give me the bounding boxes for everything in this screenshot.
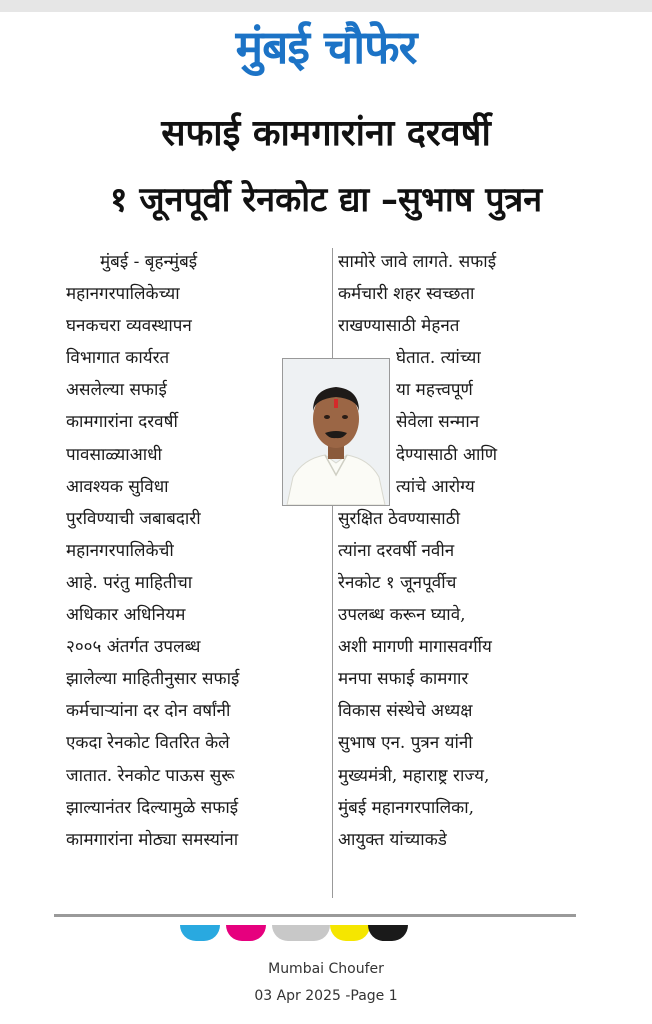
article-line: आवश्यक सुविधा xyxy=(66,476,169,497)
registration-marks xyxy=(180,925,404,941)
yellow-mark xyxy=(330,925,370,941)
article-line: विभागात कार्यरत xyxy=(66,348,170,369)
article-line: रेनकोट १ जूनपूर्वीच xyxy=(338,572,457,593)
footer-publication: Mumbai Choufer xyxy=(268,961,384,977)
headline-line-1: सफाई कामगारांना दरवर्षी xyxy=(161,113,491,154)
portrait-photo xyxy=(282,358,390,506)
article-line: मुंबई - बृहन्मुंबई xyxy=(100,252,198,272)
article-line: जातात. रेनकोट पाऊस सुरू xyxy=(66,765,235,786)
article-line: महानगरपालिकेच्या xyxy=(66,284,180,305)
footer-date-page: 03 Apr 2025 -Page 1 xyxy=(254,988,398,1004)
article-line: घेतात. त्यांच्या xyxy=(396,348,481,369)
article-line: मुंबई महानगरपालिका, xyxy=(338,797,475,818)
article-line: एकदा रेनकोट वितरित केले xyxy=(66,733,230,754)
column-divider xyxy=(332,248,333,898)
article-line: सेवेला सन्मान xyxy=(396,412,480,433)
article-line: पुरविण्याची जबाबदारी xyxy=(66,508,201,529)
article-column-right xyxy=(338,246,606,856)
article-line: राखण्यासाठी मेहनत xyxy=(338,316,460,337)
article-line: असलेल्या सफाई xyxy=(66,380,167,401)
article-line: कर्मचाऱ्यांना दर दोन वर्षांनी xyxy=(66,701,231,722)
article-line: विकास संस्थेचे अध्यक्ष xyxy=(338,701,473,722)
article-line: आयुक्त यांच्याकडे xyxy=(338,829,447,850)
article-line: त्यांना दरवर्षी नवीन xyxy=(338,540,455,561)
article-line: मनपा सफाई कामगार xyxy=(338,669,469,690)
cyan-mark xyxy=(180,925,220,941)
portrait-illustration xyxy=(283,359,389,505)
article-line: देण्यासाठी आणि xyxy=(396,444,498,465)
article-line: सामोरे जावे लागते. सफाई xyxy=(338,252,497,272)
article-line: सुभाष एन. पुत्रन यांनी xyxy=(338,733,473,754)
article-line: उपलब्ध करून घ्यावे, xyxy=(338,605,466,626)
article-line: मुख्यमंत्री, महाराष्ट्र राज्य, xyxy=(338,765,490,786)
article-line: पावसाळ्याआधी xyxy=(66,444,162,465)
article-column-left xyxy=(66,246,334,856)
bottom-rule xyxy=(54,914,576,917)
article-line: कर्मचारी शहर स्वच्छता xyxy=(338,284,475,305)
article-line: २००५ अंतर्गत उपलब्ध xyxy=(66,637,201,658)
article-line: आहे. परंतु माहितीचा xyxy=(66,572,193,593)
article-line: झाल्यानंतर दिल्यामुळे सफाई xyxy=(66,797,239,818)
headline-line-2: १ जूनपूर्वी रेनकोट द्या –सुभाष पुत्रन xyxy=(109,180,543,220)
magenta-mark xyxy=(226,925,266,941)
article-line: झालेल्या माहितीनुसार सफाई xyxy=(66,669,240,690)
article-line: अधिकार अधिनियम xyxy=(66,605,186,626)
article-line: अशी मागणी मागासवर्गीय xyxy=(338,637,492,658)
masthead-logo: मुंबई चौफेर xyxy=(235,20,417,74)
article-line: महानगरपालिकेची xyxy=(66,540,174,561)
top-bar xyxy=(0,0,652,12)
article-line: कामगारांना दरवर्षी xyxy=(66,412,178,433)
black-mark xyxy=(368,925,408,941)
article-line: सुरक्षित ठेवण्यासाठी xyxy=(338,508,460,529)
gray-mark xyxy=(272,925,330,941)
article-line: त्यांचे आरोग्य xyxy=(396,476,475,497)
article-line: कामगारांना मोठ्या समस्यांना xyxy=(66,829,239,850)
article-line: या महत्त्वपूर्ण xyxy=(396,380,473,401)
article-line: घनकचरा व्यवस्थापन xyxy=(66,316,192,337)
